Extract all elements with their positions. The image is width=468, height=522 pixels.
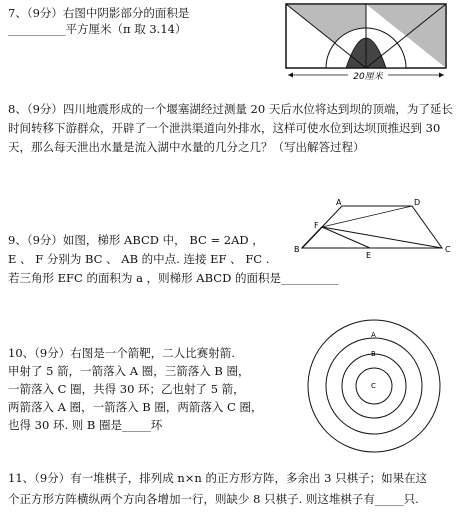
q9-label-f: F [314, 221, 319, 230]
q10-label-a: A [371, 331, 376, 339]
q9-line3: 若三角形 EFC 的面积为 a ，则梯形 ABCD 的面积是__________ [8, 271, 339, 285]
q7-line2: __________平方厘米（π 取 3.14） [8, 22, 187, 36]
q11-line1: 11、（9分）有一堆棋子，排列成 n×n 的正方形方阵，多余出 3 只棋子；如果在这 [8, 471, 428, 485]
q7-line1: 7、（9分）右图中阴影部分的面积是 [8, 6, 190, 20]
q9-label-e: E [366, 251, 372, 260]
q8-text: 8、（9分）四川地震形成的一个堰塞湖经过测量 20 天后水位将达到坝的顶端，为了延长时间转移下游群众，开辟了一个泄洪渠道向外排水，这样可使水位到达坝顶推迟到 30 天，那么每天泄出水量是流入湖中水量的几分之几？（写出解答过程） [8, 102, 453, 154]
q10-label-c: C [371, 382, 376, 390]
q9-label-c: C [445, 245, 451, 254]
q10-line4: 两箭落入 A 圈，一箭落入 B 圈，两箭落入 C 圈， [8, 400, 263, 414]
q9-label-b: B [294, 245, 300, 254]
q10-line3: 一箭落入 C 圈，共得 30 环；乙也射了 5 箭， [8, 382, 245, 396]
q10-line2: 甲射了 5 箭，一箭落入 A 圈，三箭落入 B 圈， [8, 364, 250, 378]
q7-figure [284, 2, 450, 82]
q10-label-b: B [371, 350, 376, 358]
q10-line5: 也得 30 环. 则 B 圈是_____环 [8, 418, 163, 432]
q9-line2: E 、 F 分别为 BC 、 AB 的中点. 连接 EF 、 FC . [8, 252, 270, 266]
q9-label-d: D [414, 198, 421, 207]
q9-label-a: A [336, 198, 342, 207]
q9-trapezoid-figure [294, 198, 460, 268]
q7-dimension-label: 20厘米 [353, 72, 383, 82]
q10-line1: 10、（9分）右图是一个箭靶，二人比赛射箭. [8, 346, 235, 360]
q9-line1: 9、（9分）如图，梯形 ABCD 中， BC = 2AD ， [8, 233, 264, 247]
q10-target-figure [296, 316, 456, 456]
q11-line2: 个正方形方阵横纵两个方向各增加一行，则缺少 8 只棋子. 则这堆棋子有_____只. [8, 492, 419, 506]
